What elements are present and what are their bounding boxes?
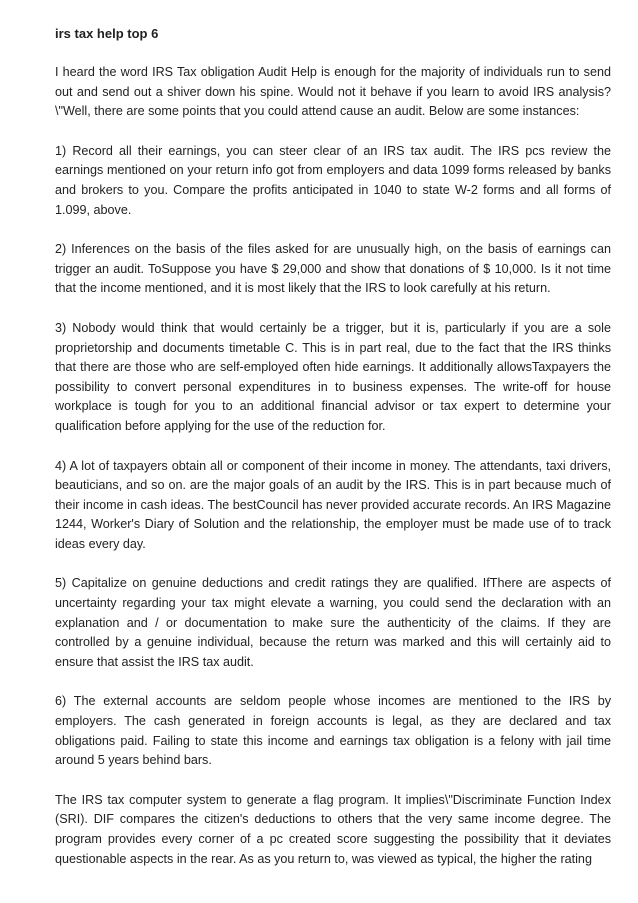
paragraph-dif: The IRS tax computer system to generate a flag program. It implies\"Discriminate Function Index (SRI). DIF compares the citizen's deductions to others that the very same income degree. The program provides every corner of a pc created score suggesting the possibility that it deviates questionable aspects in the rear. As as you return to, was viewed as typical, the higher the rating xyxy=(55,792,611,866)
paragraph-tip-2: 2) Inferences on the basis of the files asked for are unusually high, on the basis of earnings can trigger an audit. ToSuppose you have $ 29,000 and show that donations of $ 10,000. Is it not time that the income mentioned, and it is most likely that the IRS to look carefully at his return. xyxy=(55,242,611,296)
paragraph-tip-5: 5) Capitalize on genuine deductions and credit ratings they are qualified. IfThere are aspects of uncertainty regarding your tax might elevate a warning, you could send the declaration with an explanation and / or documentation to make sure the authenticity of the claims. If they are controlled by a genuine individual, because the return was marked and this will certainly aid to ensure that assist the IRS tax audit. xyxy=(55,576,611,669)
paragraph-tip-6: 6) The external accounts are seldom people whose incomes are mentioned to the IRS by employers. The cash generated in foreign accounts is legal, as they are declared and tax obligations paid. Failing to state this income and earnings tax obligation is a felony with jail time around 5 years behind bars. xyxy=(55,694,611,768)
document-title: irs tax help top 6 xyxy=(55,26,159,41)
document-page xyxy=(55,24,611,889)
paragraph-tip-4: 4) A lot of taxpayers obtain all or component of their income in money. The attendants, taxi drivers, beauticians, and so on. are the major goals of an audit by the IRS. This is in part because much of their income in cash ideas. The bestCouncil has never provided accurate records. An IRS Magazine 1244, Worker's Diary of Solution and the relationship, the employer must be made use of to track ideas every day. xyxy=(55,458,611,551)
paragraph-tip-1: 1) Record all their earnings, you can steer clear of an IRS tax audit. The IRS pcs review the earnings mentioned on your return info got from employers and data 1099 forms released by banks and brokers to you. Compare the profits anticipated in 1040 to state W-2 forms and all forms of 1.099, above. xyxy=(55,143,611,217)
paragraph-intro: I heard the word IRS Tax obligation Audit Help is enough for the majority of individuals run to send out and send out a shiver down his spine. Would not it behave if you learn to avoid IRS analysis? \"Well, there are some points that you could attend cause an audit. Below are some instances: xyxy=(55,65,611,119)
paragraph-tip-3: 3) Nobody would think that would certainly be a trigger, but it is, particularly if you are a sole proprietorship and documents timetable C. This is in part real, due to the fact that the IRS thinks that there are those who are self-employed often hide earnings. It additionally allowsTaxpayers the possibility to convert personal expenditures in to business expenses. The write-off for house workplace is tough for you to an additional financial advisor or tax expert to determine your qualification before applying for the use of the reduction for. xyxy=(55,320,611,433)
